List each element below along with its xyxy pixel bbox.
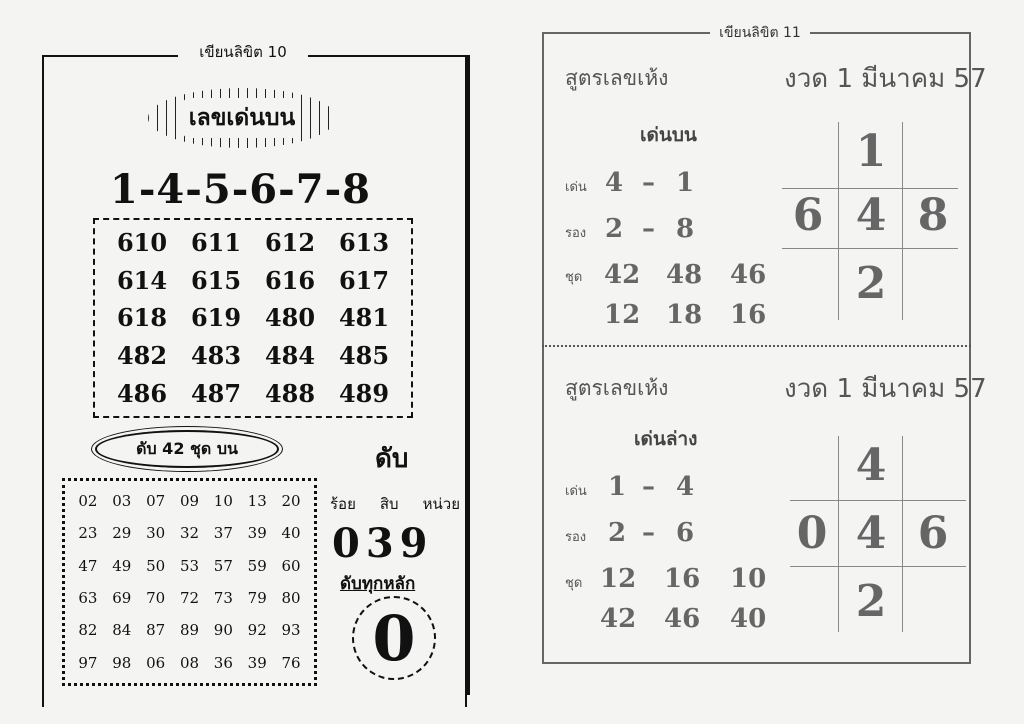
- two-digit-cell: 59: [247, 556, 267, 575]
- cross-digit-top: 4: [855, 440, 887, 491]
- cross-digit-bottom: 2: [855, 258, 887, 309]
- two-digit-cell: 79: [247, 589, 267, 608]
- section-date: งวด 1 มีนาคม 57: [784, 64, 987, 94]
- three-digit-cell: 616: [264, 265, 316, 295]
- three-digit-cell: 615: [190, 265, 242, 295]
- two-digit-cell: 57: [213, 556, 233, 575]
- position-digits: 039: [332, 520, 434, 567]
- set-number: 42: [604, 260, 641, 290]
- set-number: 46: [664, 604, 701, 634]
- position-label-tens: สิบ: [379, 495, 399, 513]
- pill-label: ดับ 42 ชุด บน: [95, 430, 279, 468]
- two-digit-cell: 40: [281, 524, 301, 543]
- set-number: 12: [604, 300, 641, 330]
- set-number: 46: [730, 260, 767, 290]
- two-digit-cell: 53: [179, 556, 200, 575]
- cross-digit-bottom: 2: [855, 576, 887, 627]
- cross-grid-line: [782, 248, 958, 249]
- cross-grid-line: [782, 188, 958, 189]
- two-digit-cell: 29: [112, 524, 132, 543]
- set-number: 10: [730, 564, 767, 594]
- cross-digit-center: 4: [855, 190, 887, 241]
- dash: –: [642, 518, 655, 548]
- two-digit-cell: 90: [213, 621, 233, 640]
- two-digit-cell: 60: [281, 556, 301, 575]
- three-digit-cell: 484: [264, 341, 316, 371]
- three-digit-cell: 619: [190, 303, 242, 333]
- two-digit-cell: 13: [247, 492, 267, 511]
- two-digit-cell: 39: [247, 653, 267, 672]
- two-digit-cell: 08: [179, 653, 200, 672]
- lead-digit-b: 1: [676, 168, 695, 198]
- two-digit-cell: 73: [213, 589, 233, 608]
- dup-label: ดับ: [375, 444, 409, 474]
- two-digit-cell: 20: [281, 492, 301, 511]
- three-digit-cell: 480: [264, 303, 316, 333]
- two-digit-cell: 72: [179, 589, 200, 608]
- three-digit-cell: 481: [338, 303, 390, 333]
- set-number: 16: [664, 564, 701, 594]
- two-digit-cell: 30: [146, 524, 166, 543]
- three-digit-cell: 610: [116, 228, 168, 258]
- cross-digit-right: 6: [917, 508, 949, 559]
- two-digit-cell: 89: [179, 621, 200, 640]
- three-digit-cell: 487: [190, 378, 242, 408]
- two-digit-cell: 92: [247, 621, 267, 640]
- second-digit-b: 8: [676, 214, 695, 244]
- position-labels: [330, 492, 460, 516]
- right-page-title: เขียนลิขิต 11: [710, 22, 810, 44]
- second-label: รอง: [565, 226, 587, 241]
- cross-digit-top: 1: [855, 126, 887, 177]
- two-digit-cell: 63: [78, 589, 98, 608]
- three-digit-cell: 618: [116, 303, 168, 333]
- two-digit-cell: 39: [247, 524, 267, 543]
- two-digit-cell: 84: [112, 621, 132, 640]
- two-digit-cell: 10: [213, 492, 233, 511]
- three-digit-cell: 613: [338, 228, 390, 258]
- cross-digit-left: 6: [792, 190, 824, 241]
- dash: –: [642, 472, 655, 502]
- set-number: 42: [600, 604, 637, 634]
- cross-grid-line: [838, 122, 839, 320]
- two-digit-cell: 80: [281, 589, 301, 608]
- set-label: ชุด: [565, 576, 583, 591]
- section-formula: สูตรเลขเห้ง: [565, 66, 669, 90]
- cross-grid-line: [838, 436, 839, 632]
- two-digit-cell: 97: [78, 653, 98, 672]
- two-digit-cell: 69: [112, 589, 132, 608]
- two-digit-cell: 06: [146, 653, 166, 672]
- banner-featured-top: [148, 88, 336, 148]
- set-number: 18: [666, 300, 703, 330]
- all-positions-label: ดับทุกหลัก: [340, 574, 416, 594]
- all-positions-digit: 0: [352, 596, 436, 680]
- two-digit-cell: 50: [146, 556, 166, 575]
- three-digit-cell: 612: [264, 228, 316, 258]
- two-digit-cell: 70: [146, 589, 166, 608]
- cross-digit-right: 8: [917, 190, 949, 241]
- two-digit-cell: 76: [281, 653, 301, 672]
- second-digit-b: 6: [676, 518, 695, 548]
- two-digit-cell: 37: [213, 524, 233, 543]
- dash: –: [642, 168, 655, 198]
- lead-digit-a: 1: [608, 472, 627, 502]
- cross-grid-line: [902, 122, 903, 320]
- second-digit-a: 2: [608, 518, 627, 548]
- two-digit-cell: 09: [179, 492, 200, 511]
- second-label: รอง: [565, 530, 587, 545]
- second-digit-a: 2: [605, 214, 624, 244]
- three-digit-cell: 485: [338, 341, 390, 371]
- three-digit-cell: 488: [264, 378, 316, 408]
- left-page-title: เขียนลิขิต 10: [178, 40, 308, 64]
- lead-digit-b: 4: [676, 472, 695, 502]
- cross-grid-line: [790, 500, 966, 501]
- section-formula: สูตรเลขเห้ง: [565, 376, 669, 400]
- two-digit-cell: 98: [112, 653, 132, 672]
- two-digit-cell: 07: [146, 492, 166, 511]
- three-digit-grid: [93, 218, 413, 418]
- two-digit-cell: 03: [112, 492, 132, 511]
- three-digit-cell: 617: [338, 265, 390, 295]
- three-digit-cell: 611: [190, 228, 242, 258]
- set-number: 12: [600, 564, 637, 594]
- cross-digit-center: 4: [855, 508, 887, 559]
- cross-digit-left: 0: [796, 508, 828, 559]
- set-number: 40: [730, 604, 767, 634]
- section-date: งวด 1 มีนาคม 57: [784, 374, 987, 404]
- two-digit-cell: 02: [78, 492, 98, 511]
- lead-digit-a: 4: [605, 168, 624, 198]
- lead-label: เด่น: [565, 484, 587, 499]
- cross-grid-line: [790, 566, 966, 567]
- cross-grid-line: [902, 436, 903, 632]
- set-number: 16: [730, 300, 767, 330]
- two-digit-cell: 32: [179, 524, 200, 543]
- three-digit-cell: 614: [116, 265, 168, 295]
- two-digit-cell: 47: [78, 556, 98, 575]
- two-digit-cell: 87: [146, 621, 166, 640]
- main-digits: 1-4-5-6-7-8: [110, 166, 371, 213]
- three-digit-cell: 483: [190, 341, 242, 371]
- three-digit-cell: 486: [116, 378, 168, 408]
- two-digit-cell: 23: [78, 524, 98, 543]
- three-digit-cell: 489: [338, 378, 390, 408]
- two-digit-cell: 93: [281, 621, 301, 640]
- two-digit-cell: 36: [213, 653, 233, 672]
- section-divider: [542, 345, 971, 347]
- two-digit-cell: 82: [78, 621, 98, 640]
- position-label-hundreds: ร้อย: [330, 495, 356, 513]
- dash: –: [642, 214, 655, 244]
- section-heading: เด่นล่าง: [634, 428, 698, 450]
- position-label-units: หน่วย: [422, 495, 460, 513]
- banner-label: เลขเด่นบน: [183, 98, 302, 138]
- section-heading: เด่นบน: [640, 124, 697, 146]
- two-digit-grid: [62, 478, 317, 686]
- two-digit-cell: 49: [112, 556, 132, 575]
- lead-label: เด่น: [565, 180, 587, 195]
- set-label: ชุด: [565, 270, 583, 285]
- three-digit-cell: 482: [116, 341, 168, 371]
- set-number: 48: [666, 260, 703, 290]
